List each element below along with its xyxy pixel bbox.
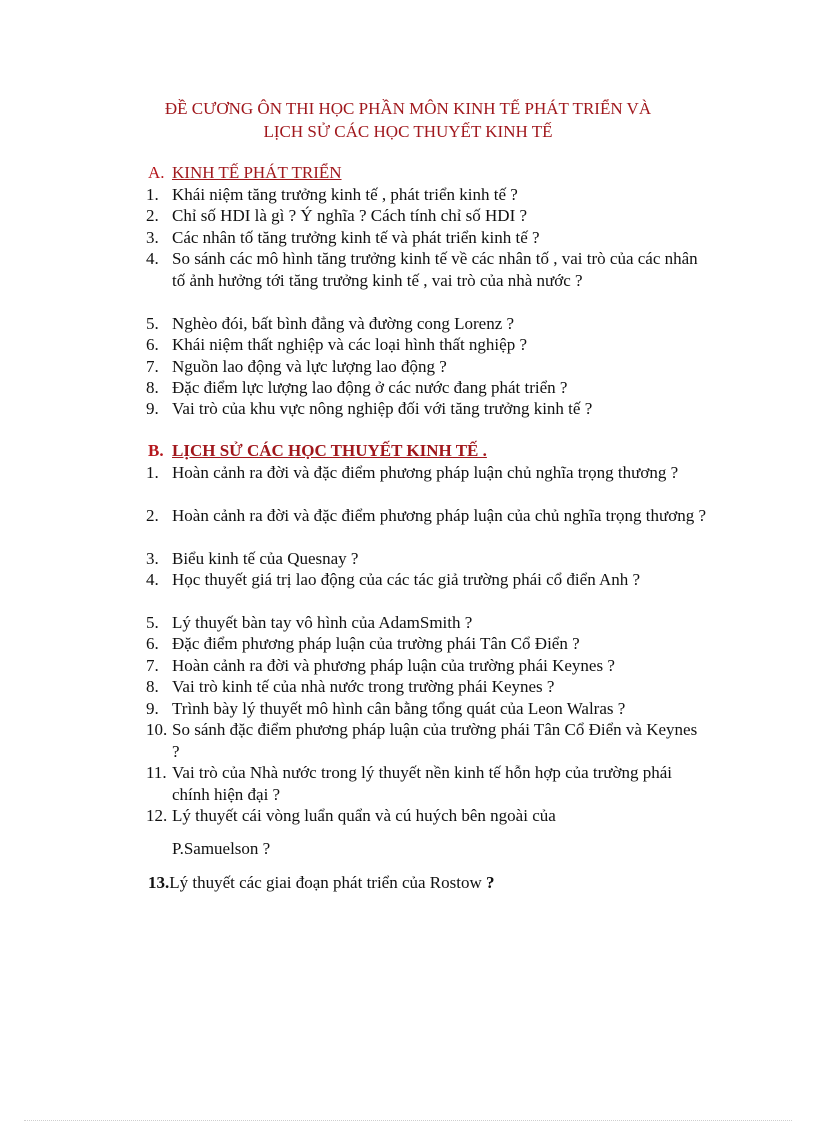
item-number: 8. (146, 677, 159, 696)
item-text: Vai trò của khu vực nông nghiệp đối với tăng trưởng kinh tế ? (172, 399, 593, 418)
list-item-b5 (146, 612, 706, 634)
item-number: 10. (146, 720, 168, 739)
item-number: 2. (146, 206, 159, 225)
section-a-title: KINH TẾ PHÁT TRIỂN (172, 163, 342, 182)
item-number: 4. (146, 570, 159, 589)
title-line-1: ĐỀ CƯƠNG ÔN THI HỌC PHẦN MÔN KINH TẾ PHÁT TRIỂN VÀ (164, 99, 652, 118)
item-text: Hoàn cảnh ra đời và đặc điểm phương pháp luận chủ nghĩa trọng thương ? (172, 463, 679, 482)
list-item-a4 (146, 248, 706, 291)
list-item-b8 (146, 676, 706, 698)
item-text: Nguồn lao động và lực lượng lao động ? (172, 357, 447, 376)
item-text: Khái niệm tăng trưởng kinh tế , phát triển kinh tế ? (172, 185, 518, 204)
item-number: 5. (146, 613, 159, 632)
item-number: 1. (146, 185, 159, 204)
item-number: 13. (148, 873, 170, 892)
item-number: 11. (146, 763, 167, 782)
item-number: 3. (146, 228, 159, 247)
section-b-title: LỊCH SỬ CÁC HỌC THUYẾT KINH TẾ . (172, 441, 487, 460)
list-item-b4 (146, 569, 706, 591)
list-item-b2 (146, 505, 706, 527)
list-item-a9 (146, 398, 706, 420)
item-text: Đặc điểm phương pháp luận của trường phái Tân Cổ Điển ? (172, 634, 580, 653)
item-number: 6. (146, 634, 159, 653)
item-number: 7. (146, 357, 159, 376)
list-item-a5 (146, 313, 706, 335)
item-number: 1. (146, 463, 159, 482)
item-text: Hoàn cảnh ra đời và đặc điểm phương pháp luận của chủ nghĩa trọng thương ? (172, 506, 706, 525)
item-text: Nghèo đói, bất bình đẳng và đường cong Lorenz ? (172, 314, 515, 333)
item-text: Hoàn cảnh ra đời và phương pháp luận của trường phái Keynes ? (172, 656, 615, 675)
section-b-heading (148, 440, 487, 461)
item-text: Học thuyết giá trị lao động của các tác giả trường phái cổ điển Anh ? (172, 570, 641, 589)
item-text: So sánh đặc điểm phương pháp luận của trường phái Tân Cổ Điển và Keynes ? (172, 720, 698, 761)
item-number: 12. (146, 806, 168, 825)
item-text: So sánh các mô hình tăng trưởng kinh tế về các nhân tố , vai trò của các nhân tố ảnh hưởng tới tăng trưởng kinh tế , vai trò của nhà nước ? (172, 249, 698, 290)
list-item-b12 (146, 805, 706, 827)
list-item-a2 (146, 205, 706, 227)
list-item-b1 (146, 462, 706, 484)
section-b-letter: B. (148, 441, 164, 460)
list-item-b11 (146, 762, 706, 805)
item-text: Đặc điểm lực lượng lao động ở các nước đang phát triển ? (172, 378, 568, 397)
item-text: Trình bày lý thuyết mô hình cân bằng tổng quát của Leon Walras ? (172, 699, 626, 718)
item-text: Lý thuyết bàn tay vô hình của AdamSmith ? (172, 613, 473, 632)
item-text: Lý thuyết các giai đoạn phát triển của Rostow (169, 873, 482, 892)
list-item-b12-continuation (146, 838, 706, 860)
item-number: 4. (146, 249, 159, 268)
item-text: Biểu kinh tế của Quesnay ? (172, 549, 359, 568)
list-item-a3 (146, 227, 706, 249)
item-number: 9. (146, 699, 159, 718)
page-bottom-divider (24, 1120, 792, 1121)
item-text: Chỉ số HDI là gì ? Ý nghĩa ? Cách tính chỉ số HDI ? (172, 206, 528, 225)
item-number: 6. (146, 335, 159, 354)
item-text: Các nhân tố tăng trưởng kinh tế và phát triển kinh tế ? (172, 228, 540, 247)
item-text: P.Samuelson ? (172, 839, 271, 858)
list-item-b10 (146, 719, 706, 762)
item-number: 3. (146, 549, 159, 568)
section-a-heading (148, 162, 342, 183)
title-line-2: LỊCH SỬ CÁC HỌC THUYẾT KINH TẾ (263, 122, 553, 141)
list-item-b3 (146, 548, 706, 570)
list-item-b9 (146, 698, 716, 720)
section-a-letter: A. (148, 163, 165, 182)
item-question-mark: ? (486, 873, 495, 892)
list-item-b6 (146, 633, 706, 655)
list-item-a8 (146, 377, 706, 399)
item-text: Lý thuyết cái vòng luẩn quẩn và cú huých bên ngoài của (172, 806, 556, 825)
item-text: Vai trò kinh tế của nhà nước trong trường phái Keynes ? (172, 677, 555, 696)
item-number: 7. (146, 656, 159, 675)
document-title (100, 97, 716, 143)
item-text: Vai trò của Nhà nước trong lý thuyết nền kinh tế hỗn hợp của trường phái chính hiện đại ? (172, 763, 673, 804)
item-number: 5. (146, 314, 159, 333)
list-item-a7 (146, 356, 706, 378)
list-item-b7 (146, 655, 706, 677)
item-number: 2. (146, 506, 159, 525)
item-number: 9. (146, 399, 159, 418)
list-item-b13 (148, 872, 495, 893)
item-number: 8. (146, 378, 159, 397)
item-text: Khái niệm thất nghiệp và các loại hình thất nghiệp ? (172, 335, 527, 354)
list-item-a6 (146, 334, 706, 356)
list-item-a1 (146, 184, 706, 206)
